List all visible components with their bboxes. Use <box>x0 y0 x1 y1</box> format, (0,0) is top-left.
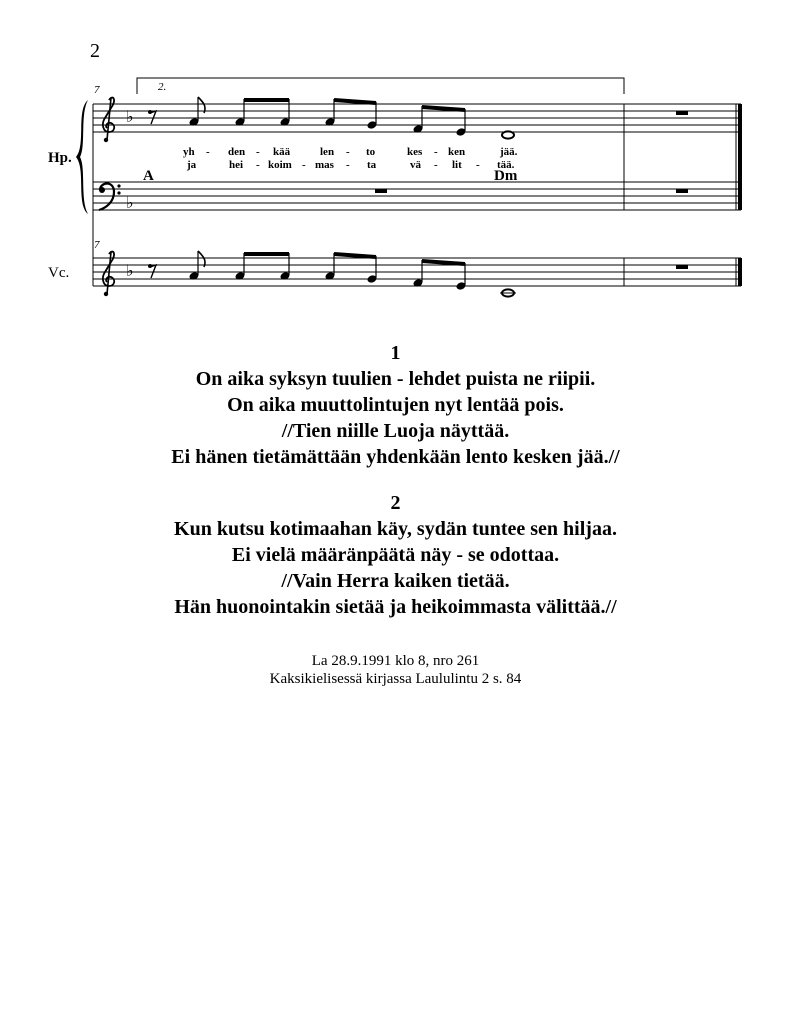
bass-clef-icon <box>99 184 121 211</box>
verse-line: Hän huonointakin sietää ja heikoimmasta välittää.// <box>174 596 617 618</box>
whole-rest-icon <box>676 265 688 269</box>
measure-number: 7 <box>94 84 100 96</box>
lyric-syllable: yh <box>183 146 195 158</box>
lyric-hyphen: - <box>434 159 438 171</box>
lyric-syllable: ta <box>367 159 377 171</box>
volta-bracket <box>137 78 624 94</box>
lyric-syllable: mas <box>315 159 334 171</box>
harp-bass-staff <box>93 182 741 210</box>
instrument-name-cello: Vc. <box>48 265 70 281</box>
eighth-rest-icon <box>148 110 156 124</box>
lyric-syllable: ken <box>448 146 466 158</box>
lyric-syllable: len <box>320 146 335 158</box>
verse-line: On aika muuttolintujen nyt lentää pois. <box>227 394 564 416</box>
footer-notes <box>0 652 791 688</box>
volta-label: 2. <box>158 81 167 93</box>
instrument-name-harp: Hp. <box>48 150 72 166</box>
eighth-rest-icon <box>148 264 156 278</box>
chord-symbol: A <box>143 168 154 184</box>
measure-number: 7 <box>94 239 100 251</box>
lyric-syllable: vä <box>410 159 421 171</box>
lyric-syllable: to <box>366 146 376 158</box>
flat-icon: ♭ <box>126 107 134 126</box>
lyric-hyphen: - <box>346 146 350 158</box>
lyric-hyphen: - <box>206 146 210 158</box>
lyric-syllable: koim <box>268 159 292 171</box>
lyric-syllable: kää <box>273 146 291 158</box>
harp-brace <box>76 100 88 214</box>
verses <box>0 340 791 640</box>
whole-rest-icon <box>375 189 387 193</box>
verse-number: 2 <box>390 492 401 514</box>
lyric-syllable: tää. <box>497 159 515 171</box>
verse-line: On aika syksyn tuulien - lehdet puista ne riipii. <box>195 368 596 390</box>
flat-icon: ♭ <box>126 261 134 280</box>
page-number: 2 <box>90 40 100 62</box>
verse-line: Kun kutsu kotimaahan käy, sydän tuntee sen hiljaa. <box>174 518 617 540</box>
lyric-syllable: den <box>228 146 246 158</box>
whole-rest-icon <box>676 189 688 193</box>
verse-line: //Tien niille Luoja näyttää. <box>281 420 510 442</box>
lyric-syllable: kes <box>407 146 423 158</box>
lyric-hyphen: - <box>476 159 480 171</box>
verse-2 <box>0 490 791 620</box>
whole-rest-icon <box>676 111 688 115</box>
lyrics-verse-1 <box>183 146 518 158</box>
lyric-syllable: jää. <box>500 146 518 158</box>
lyric-hyphen: - <box>346 159 350 171</box>
footer-date: La 28.9.1991 klo 8, nro 261 <box>311 653 480 669</box>
footer-source: Kaksikielisessä kirjassa Laululintu 2 s. 84 <box>269 671 522 687</box>
lyrics-verse-2 <box>186 159 515 171</box>
lyric-syllable: ja <box>187 159 197 171</box>
lyric-syllable: hei <box>229 159 244 171</box>
lyric-hyphen: - <box>256 146 260 158</box>
lyric-hyphen: - <box>434 146 438 158</box>
verse-1 <box>0 340 791 470</box>
lyric-syllable: lit <box>452 159 462 171</box>
flat-icon: ♭ <box>126 193 134 212</box>
chord-symbol: Dm <box>494 168 518 184</box>
verse-line: Ei hänen tietämättään yhdenkään lento kesken jää.// <box>171 446 620 468</box>
lyric-hyphen: - <box>256 159 260 171</box>
verse-line: //Vain Herra kaiken tietää. <box>281 570 510 592</box>
verse-number: 1 <box>390 342 401 364</box>
music-score <box>0 0 791 310</box>
lyric-hyphen: - <box>302 159 306 171</box>
verse-line: Ei vielä määränpäätä näy - se odottaa. <box>231 544 560 566</box>
